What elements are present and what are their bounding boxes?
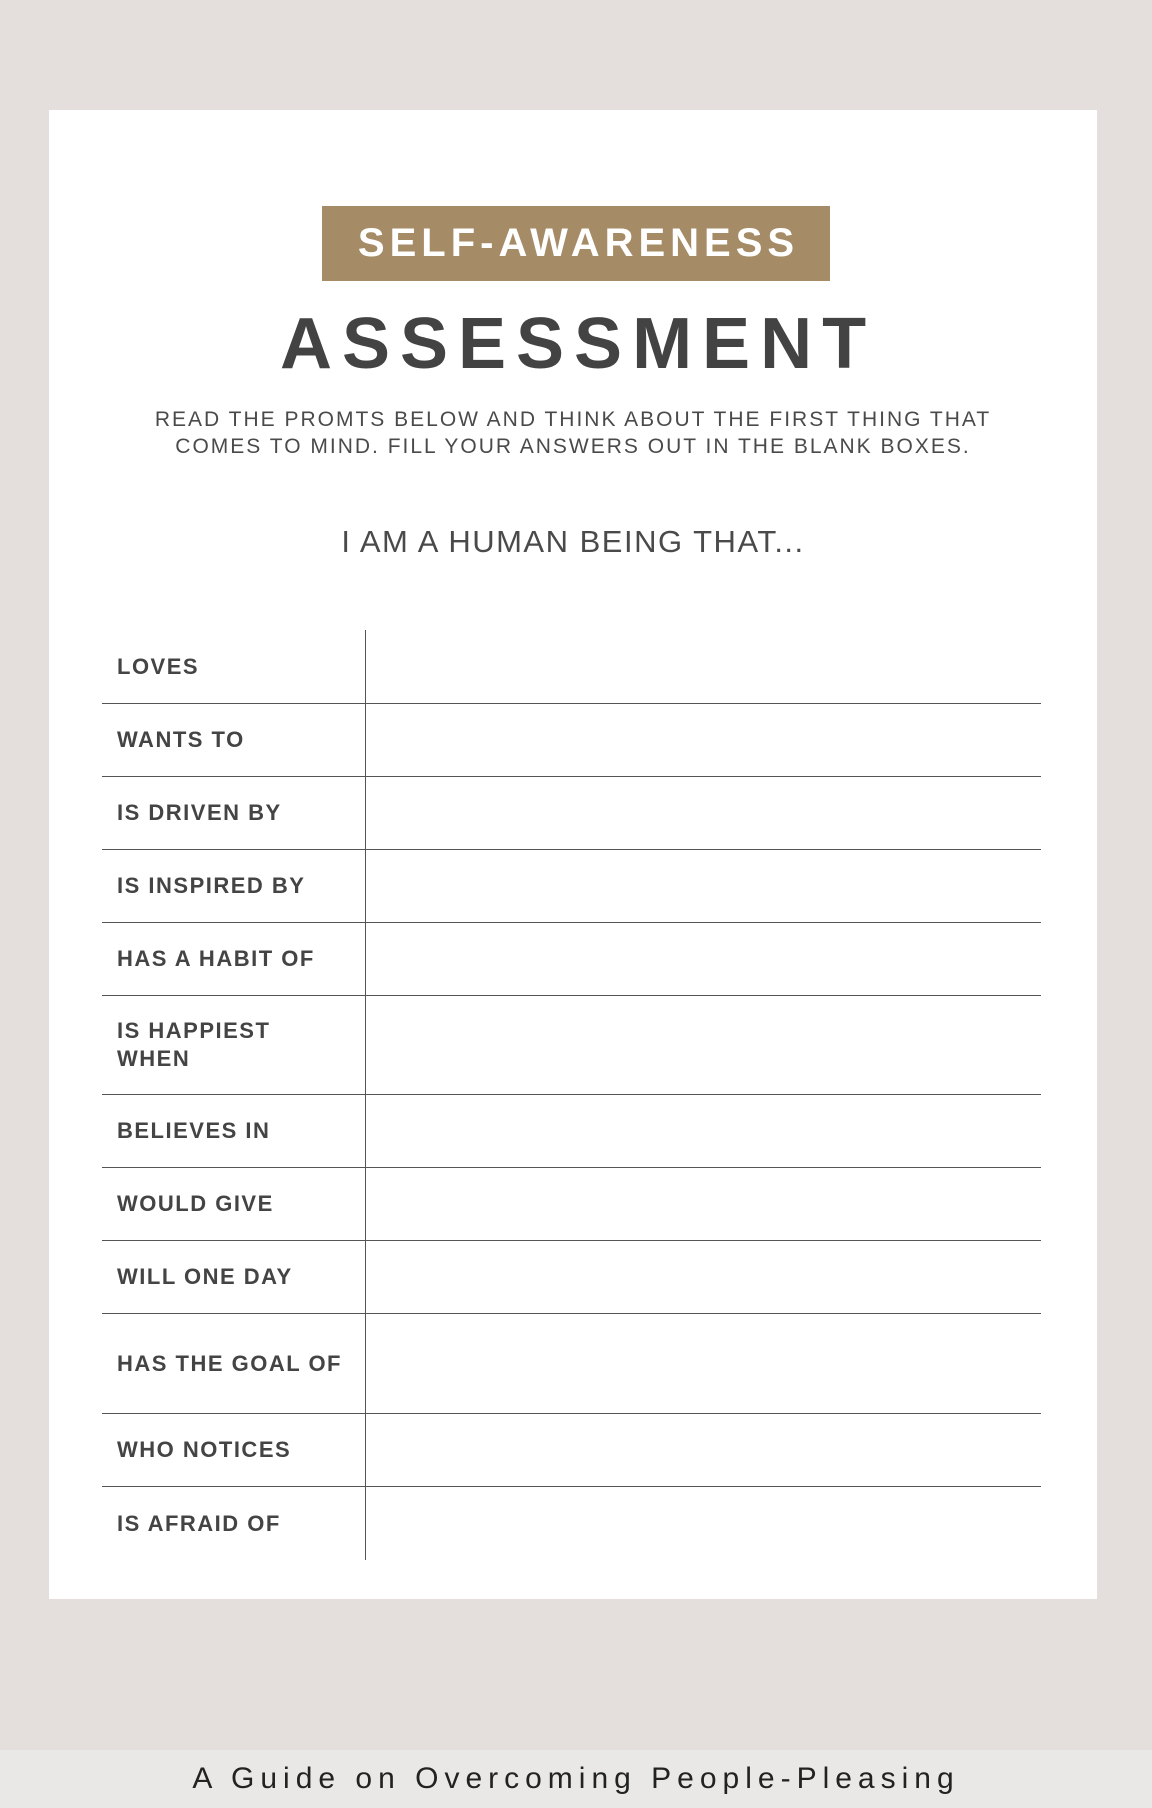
prompt-row xyxy=(102,1487,1041,1560)
prompt-label: HAS A HABIT OF xyxy=(102,923,366,995)
prompt-row xyxy=(102,1314,1041,1414)
instructions-line-2: COMES TO MIND. FILL YOUR ANSWERS OUT IN THE BLANK BOXES. xyxy=(175,435,971,458)
prompt-row xyxy=(102,1241,1041,1314)
prompt-row xyxy=(102,1414,1041,1487)
prompt-label: WILL ONE DAY xyxy=(102,1241,366,1313)
prompt-label: IS HAPPIEST WHEN xyxy=(102,996,366,1094)
answer-box[interactable] xyxy=(366,1414,1041,1486)
title-badge: SELF-AWARENESS xyxy=(322,206,830,281)
subheading: I AM A HUMAN BEING THAT... xyxy=(341,524,805,559)
prompt-row xyxy=(102,996,1041,1095)
prompt-label: IS AFRAID OF xyxy=(102,1487,366,1560)
answer-box[interactable] xyxy=(366,1314,1041,1413)
worksheet-card xyxy=(49,110,1097,1599)
footer-tagline: A Guide on Overcoming People-Pleasing xyxy=(0,1750,1152,1808)
answer-box[interactable] xyxy=(366,630,1041,703)
prompt-label: WHO NOTICES xyxy=(102,1414,366,1486)
answer-box[interactable] xyxy=(366,850,1041,922)
prompt-label: LOVES xyxy=(102,630,366,703)
prompt-label: BELIEVES IN xyxy=(102,1095,366,1167)
answer-box[interactable] xyxy=(366,923,1041,995)
answer-box[interactable] xyxy=(366,704,1041,776)
prompt-row xyxy=(102,630,1041,704)
page-title: ASSESSMENT xyxy=(279,304,877,384)
prompt-label: WANTS TO xyxy=(102,704,366,776)
answer-box[interactable] xyxy=(366,1487,1041,1560)
prompt-label: IS INSPIRED BY xyxy=(102,850,366,922)
prompt-row xyxy=(102,1168,1041,1241)
instructions-line-1: READ THE PROMTS BELOW AND THINK ABOUT THE FIRST THING THAT xyxy=(154,408,992,431)
prompt-row xyxy=(102,777,1041,850)
prompt-row xyxy=(102,923,1041,996)
answer-box[interactable] xyxy=(366,777,1041,849)
prompt-row xyxy=(102,704,1041,777)
prompt-table xyxy=(102,630,1041,1560)
prompt-label: WOULD GIVE xyxy=(102,1168,366,1240)
prompt-row xyxy=(102,850,1041,923)
answer-box[interactable] xyxy=(366,996,1041,1094)
prompt-label: HAS THE GOAL OF xyxy=(102,1314,366,1413)
prompt-row xyxy=(102,1095,1041,1168)
instructions xyxy=(89,406,1057,460)
answer-box[interactable] xyxy=(366,1095,1041,1167)
answer-box[interactable] xyxy=(366,1241,1041,1313)
answer-box[interactable] xyxy=(366,1168,1041,1240)
prompt-label: IS DRIVEN BY xyxy=(102,777,366,849)
